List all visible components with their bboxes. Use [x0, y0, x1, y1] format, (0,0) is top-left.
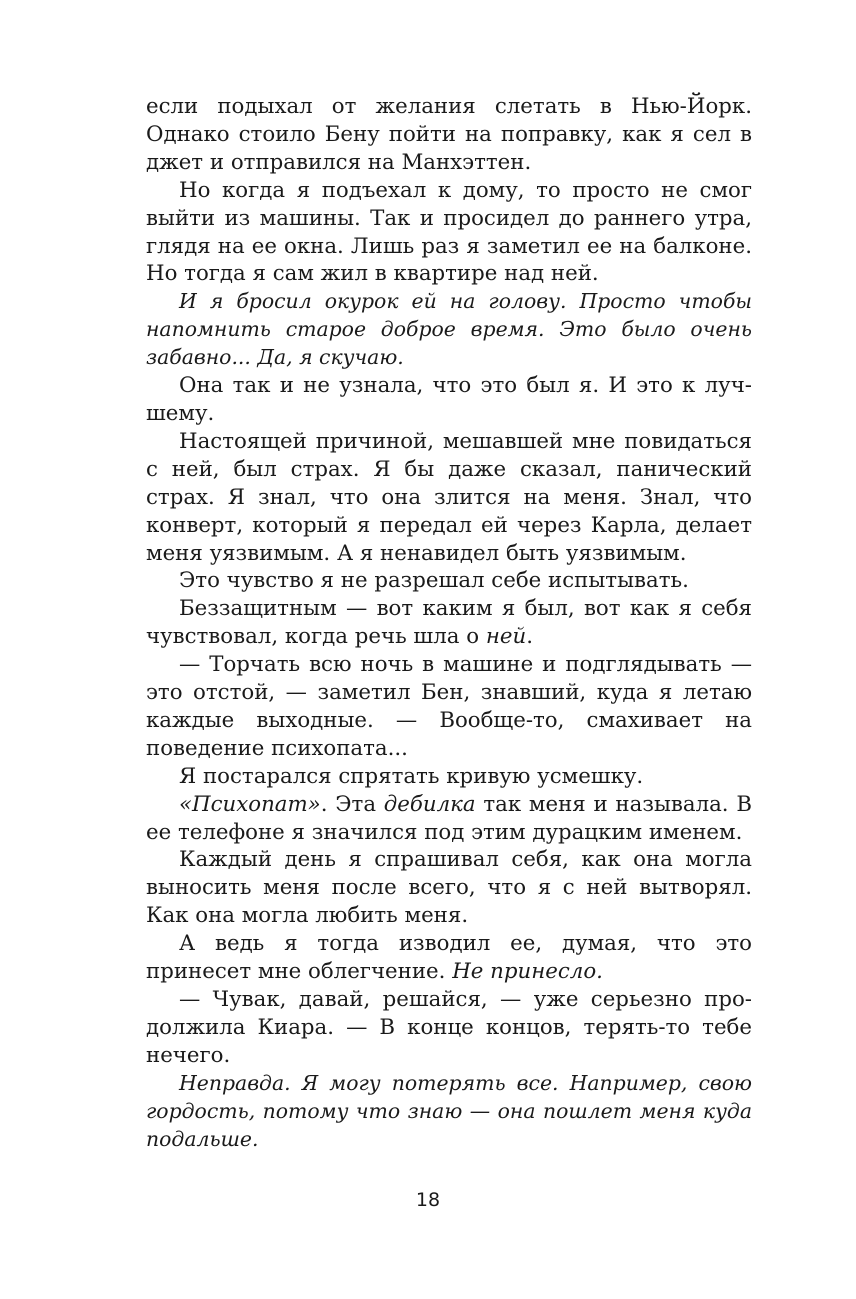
paragraph-10-quote: «Психопат» — [179, 791, 321, 817]
page-number: 18 — [415, 1189, 441, 1211]
paragraph-12-text: А ведь я тогда изводил ее, думая, что это принесет мне облегчение. — [146, 931, 752, 985]
paragraph-12-emphasis: Не принесло. — [452, 959, 603, 985]
paragraph-10-emphasis: дебилка — [383, 791, 476, 817]
paragraph-3-italic: И я бросил окурок ей на голову. Просто чтобы напомнить старое доброе время. Это было очень забавно... Да, я скучаю. — [146, 289, 752, 370]
paragraph-7 — [146, 595, 752, 651]
paragraph-8-dialogue: — Торчать всю ночь в машине и подглядывать — это отстой, — заметил Бен, знавший, куда я летаю каждые выходные. — Вообще-то, смахивает на поведение психопата... — [146, 652, 752, 761]
paragraph-9: Я постарался спрятать кривую усмешку. — [179, 763, 644, 789]
paragraph-7-text: Беззащитным — вот каким я был, вот как я себя чувствовал, когда речь шла о — [146, 596, 752, 650]
paragraph-11: Каждый день я спрашивал себя, как она могла выносить меня после всего, что я с ней вытворял. Как она могла любить меня. — [146, 847, 752, 929]
paragraph-10-text-b: так меня и называла. В ее телефоне я значился под этим дурацким именем. — [146, 791, 752, 845]
paragraph-7-end: . — [526, 624, 533, 650]
paragraph-12 — [146, 930, 752, 986]
paragraph-10-text-a: . Эта — [320, 791, 384, 817]
paragraph-6: Это чувство я не разрешал себе испытывать. — [179, 568, 689, 594]
paragraph-1: если подыхал от желания слетать в Нью-Йорк. Однако стоило Бену пойти на поправку, как я сел в джет и отправился на Манхэттен. — [146, 94, 752, 175]
paragraph-10 — [146, 791, 752, 847]
paragraph-7-emphasis: ней — [485, 624, 527, 650]
paragraph-5: Настоящей причиной, мешавшей мне повидаться с ней, был страх. Я бы даже сказал, панический страх. Я знал, что она злится на меня. Знал, что конверт, который я передал ей через Карла, делает меня уязвимым. А я ненавидел быть уязвимым. — [146, 428, 752, 566]
page-body — [146, 93, 752, 1153]
paragraph-2: Но когда я подъехал к дому, то просто не смог выйти из машины. Так и просидел до раннего утра, глядя на ее окна. Лишь раз я заметил ее на балконе. Но тогда я сам жил в квартире над ней. — [146, 177, 752, 287]
paragraph-4: Она так и не узнала, что это был я. И это к лучшему. — [146, 373, 752, 426]
paragraph-14-italic: Неправда. Я могу потерять все. Например, свою гордость, потому что знаю — она пошлет меня куда подальше. — [146, 1070, 752, 1151]
paragraph-13-dialogue: — Чувак, давай, решайся, — уже серьезно продолжила Киара. — В конце концов, терять-то тебе нечего. — [146, 987, 752, 1068]
